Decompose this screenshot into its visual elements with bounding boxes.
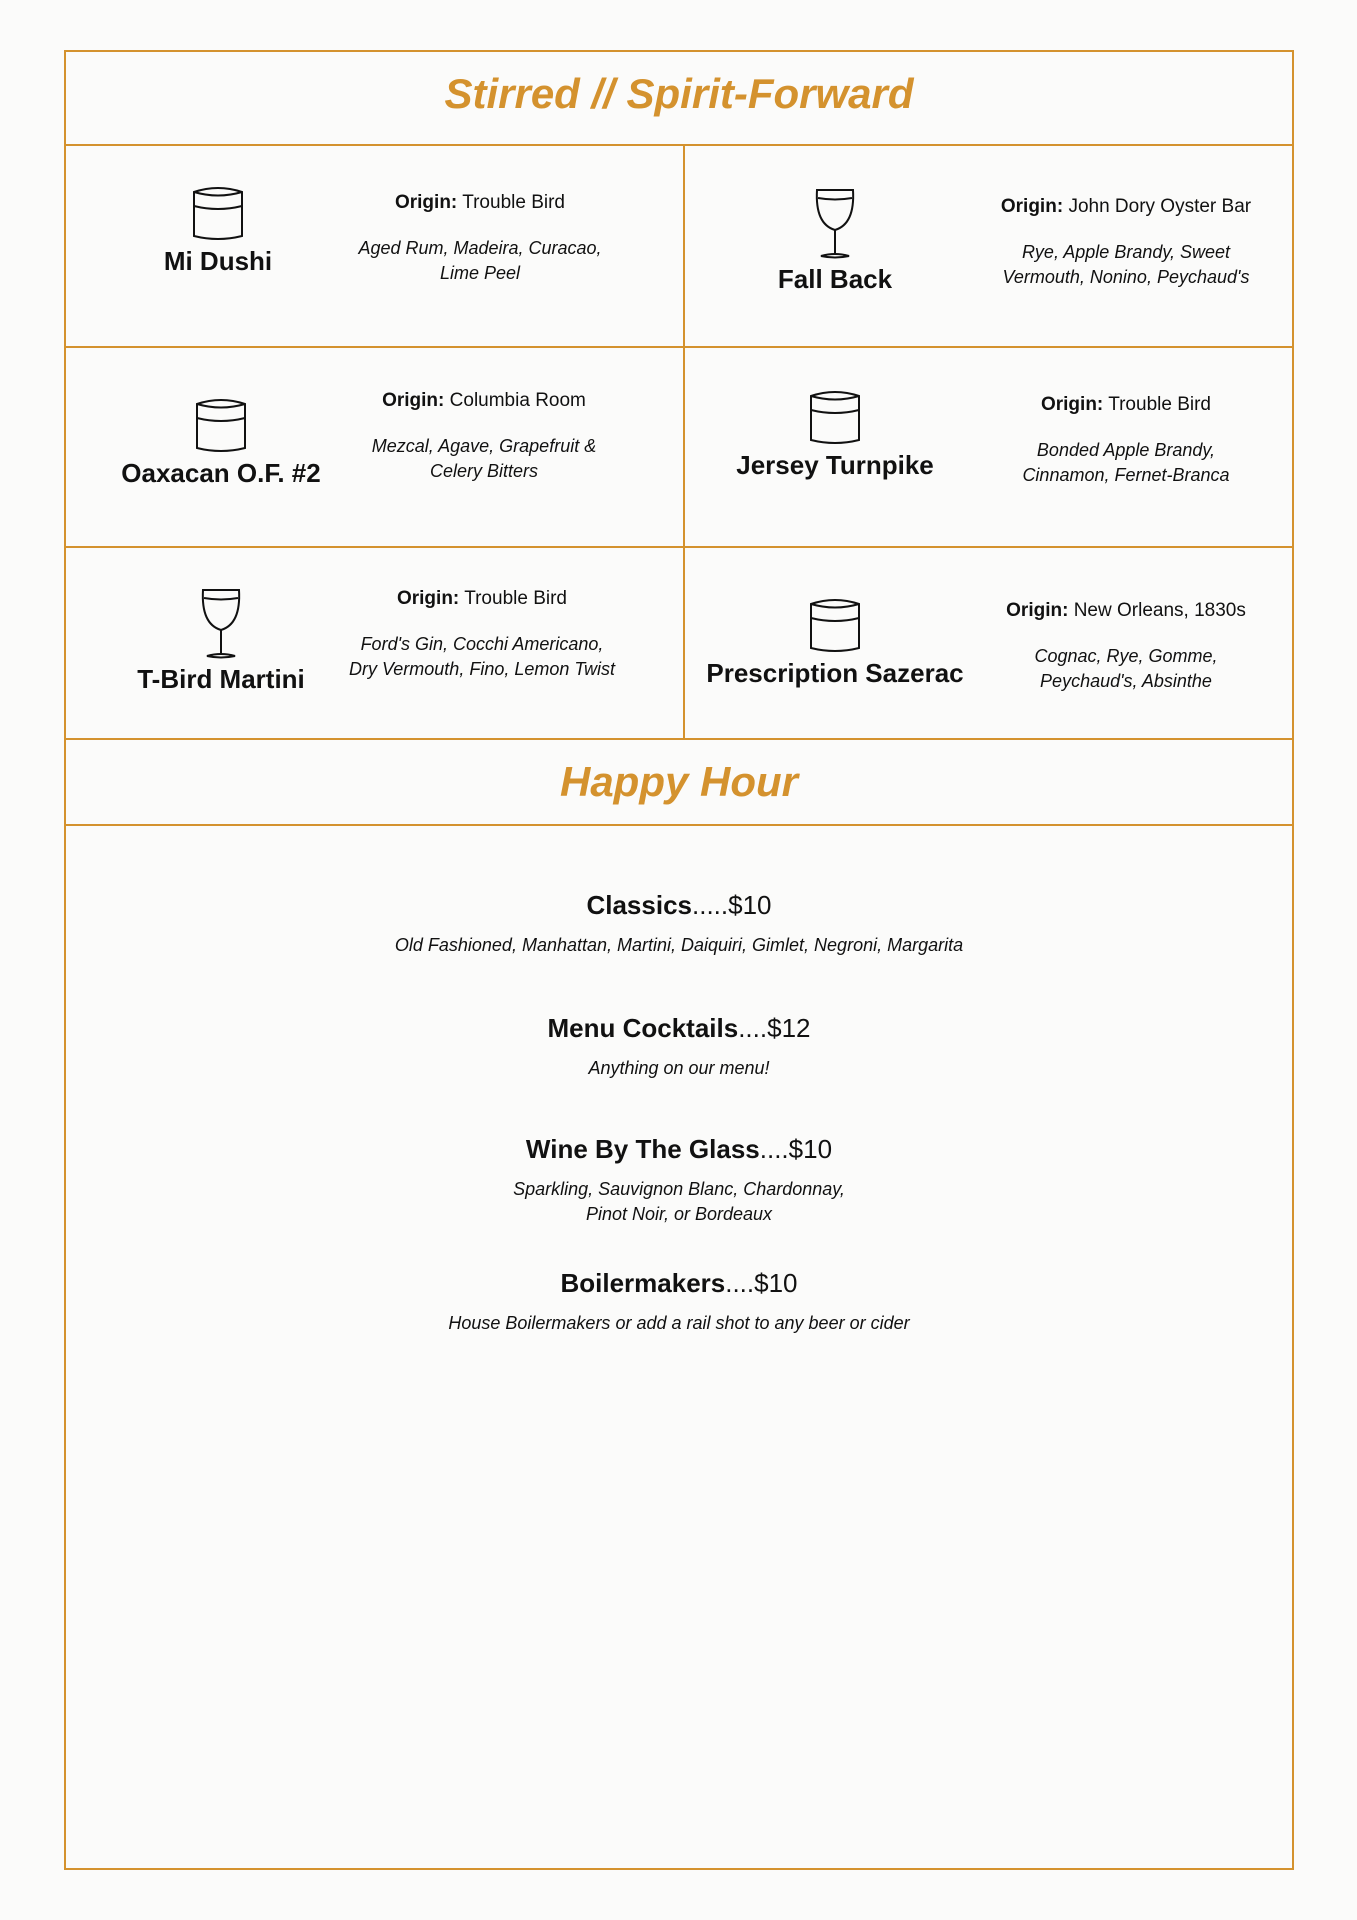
happy-hour-item-description: Sparkling, Sauvignon Blanc, Chardonnay, Pinot Noir, or Bordeaux: [513, 1179, 845, 1224]
coupe-glass-icon: [813, 186, 857, 260]
drink-origin: Origin: John Dory Oyster Bar: [1000, 196, 1252, 217]
drink-ingredients: Rye, Apple Brandy, Sweet Vermouth, Nonino, Peychaud's: [1002, 242, 1250, 287]
drink-ingredients: Aged Rum, Madeira, Curacao, Lime Peel: [358, 238, 602, 283]
drink-card: [66, 144, 683, 346]
happy-hour-item: [66, 890, 1292, 958]
rocks-glass-icon: [193, 396, 249, 454]
rocks-glass-icon: [807, 388, 863, 446]
drink-name: Jersey Turnpike: [736, 450, 934, 480]
drink-title-block: [685, 596, 985, 689]
drink-card: [66, 346, 683, 546]
happy-hour-section-title: Happy Hour: [559, 758, 798, 805]
drink-title-block: [685, 186, 985, 295]
happy-hour-item: [66, 1134, 1292, 1227]
divider: [66, 824, 1292, 826]
drink-origin: Origin: Trouble Bird: [1040, 394, 1211, 415]
drink-title-block: [71, 586, 371, 695]
happy-hour-item: [66, 1013, 1292, 1081]
happy-hour-item-heading: Classics.....$10: [586, 890, 772, 920]
drink-origin: Origin: Trouble Bird: [394, 192, 565, 213]
drink-details: [330, 192, 630, 286]
rocks-glass-icon: [807, 596, 863, 654]
drink-details: [976, 394, 1276, 488]
drink-name: Prescription Sazerac: [706, 658, 964, 688]
drink-title-block: [68, 184, 368, 277]
drink-details: [332, 588, 632, 682]
drink-ingredients: Cognac, Rye, Gomme, Peychaud's, Absinthe: [1034, 646, 1218, 691]
menu-frame: [64, 50, 1294, 1870]
happy-hour-item-description: Anything on our menu!: [588, 1058, 770, 1078]
drink-card: [66, 546, 683, 738]
drink-ingredients: Bonded Apple Brandy, Cinnamon, Fernet-Branca: [1022, 440, 1230, 485]
drink-details: [976, 600, 1276, 694]
drink-ingredients: Ford's Gin, Cocchi Americano, Dry Vermouth, Fino, Lemon Twist: [348, 634, 616, 679]
happy-hour-item-heading: Wine By The Glass....$10: [525, 1134, 833, 1164]
happy-hour-item: [66, 1268, 1292, 1336]
divider: [66, 738, 1292, 740]
drink-ingredients: Mezcal, Agave, Grapefruit & Celery Bitters: [371, 436, 597, 481]
drink-origin: Origin: New Orleans, 1830s: [1006, 600, 1246, 621]
drink-details: [976, 196, 1276, 290]
drink-name: Fall Back: [777, 264, 893, 294]
happy-hour-item-description: House Boilermakers or add a rail shot to any beer or cider: [448, 1313, 910, 1333]
drink-title-block: [71, 396, 371, 489]
drink-title-block: [685, 388, 985, 481]
drink-name: Mi Dushi: [163, 246, 273, 276]
coupe-glass-icon: [199, 586, 243, 660]
happy-hour-item-heading: Boilermakers....$10: [560, 1268, 798, 1298]
drink-card: [685, 546, 1294, 738]
drink-details: [334, 390, 634, 484]
stirred-section-title: Stirred // Spirit-Forward: [444, 70, 914, 117]
rocks-glass-icon: [190, 184, 246, 242]
drink-name: Oaxacan O.F. #2: [121, 458, 321, 488]
drink-card: [685, 144, 1294, 346]
happy-hour-item-description: Old Fashioned, Manhattan, Martini, Daiquiri, Gimlet, Negroni, Margarita: [394, 935, 964, 955]
drink-name: T-Bird Martini: [137, 664, 305, 694]
happy-hour-item-heading: Menu Cocktails....$12: [547, 1013, 811, 1043]
drink-origin: Origin: Trouble Bird: [396, 588, 567, 609]
drink-origin: Origin: Columbia Room: [382, 390, 586, 411]
drink-card: [685, 346, 1294, 546]
